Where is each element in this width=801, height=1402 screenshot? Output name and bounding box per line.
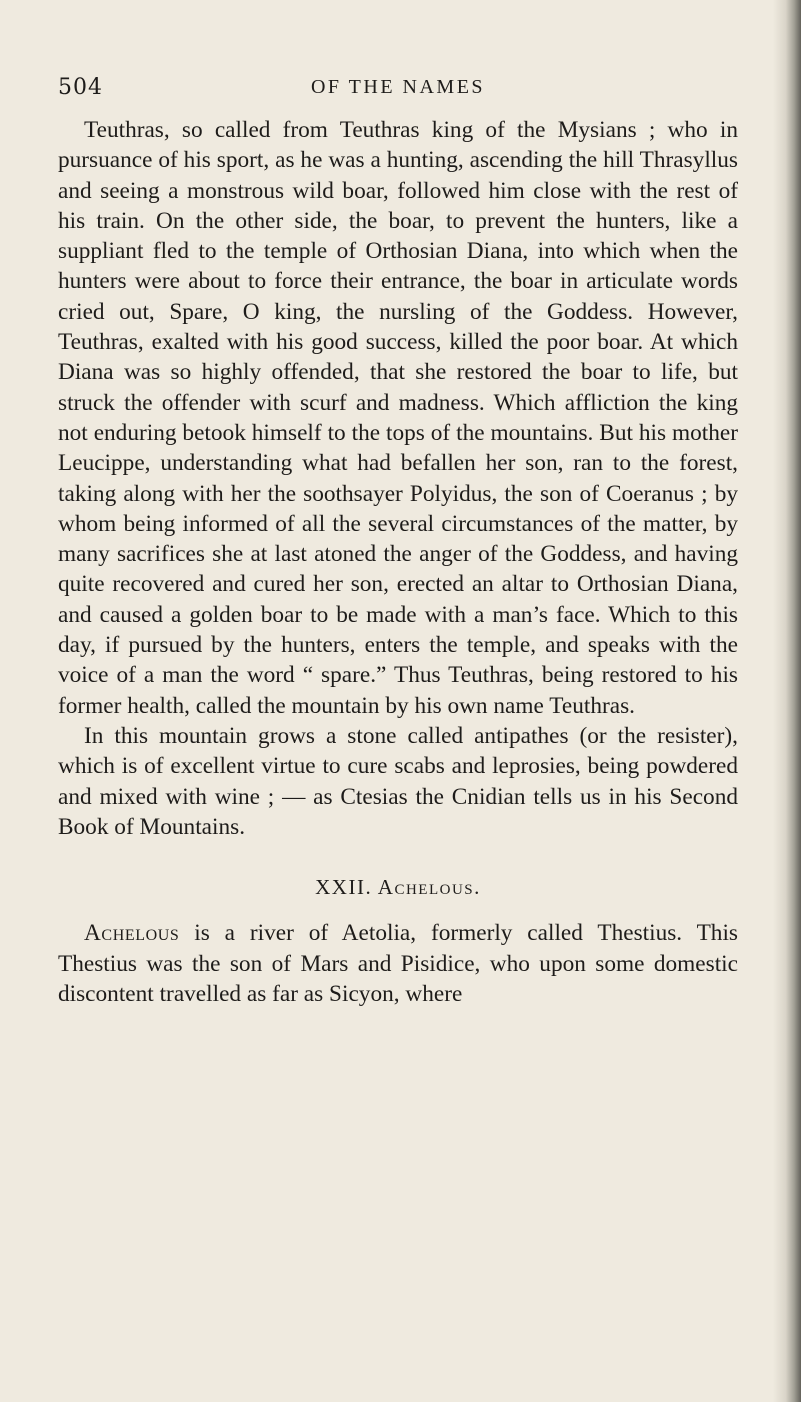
paragraph-achelous: [58, 918, 738, 1009]
page-edge-shadow: [773, 0, 801, 1402]
paragraph-achelous-body: is a river of Aetolia, formerly called Thestius. This Thestius was the son of Mars and Pisidice, who upon some domestic discontent travelled as far as Sicyon, where: [58, 920, 738, 1008]
page-number: 504: [58, 75, 103, 100]
body-text: [58, 115, 738, 1009]
section-heading: XXII. Achelous.: [315, 875, 481, 900]
running-title: OF THE NAMES: [310, 76, 486, 98]
paragraph-antipathes: In this mountain grows a stone called antipathes (or the resister), which is of excellent virtue to cure scabs and leprosies, being powdered and mixed with wine ; — as Ctesias the Cnidian tells us in his Second Book of Mountains.: [58, 722, 738, 840]
page-header: [58, 75, 738, 105]
lead-word: Achelous: [84, 920, 180, 947]
paragraph-teuthras: Teuthras, so called from Teuthras king of the Mysians ; who in pursuance of his sport, as he was a hunting, ascending the hill Thrasyllus and seeing a monstrous wild boar, followed him close with the rest of his train. On the other side, the boar, to prevent the hunters, like a suppliant fled to the temple of Orthosian Diana, into which when the hunters were about to force their entrance, the boar in articulate words cried out, Spare, O king, the nursling of the Goddess. However, Teuthras, exalted with his good success, killed the poor boar. At which Diana was so highly offended, that she restored the boar to life, but struck the offender with scurf and madness. Which affliction the king not enduring betook himself to the tops of the mountains. But his mother Leucippe, understanding what had befallen her son, ran to the forest, taking along with her the soothsayer Polyidus, the son of Coeranus ; by whom being informed of all the several circumstances of the matter, by many sacrifices she at last atoned the anger of the Goddess, and having quite recovered and cured her son, erected an altar to Orthosian Diana, and caused a golden boar to be made with a man’s face. Which to this day, if pursued by the hunters, enters the temple, and speaks with the voice of a man the word “ spare.” Thus Teuthras, being restored to his former health, called the mountain by his own name Teuthras.: [58, 117, 738, 719]
